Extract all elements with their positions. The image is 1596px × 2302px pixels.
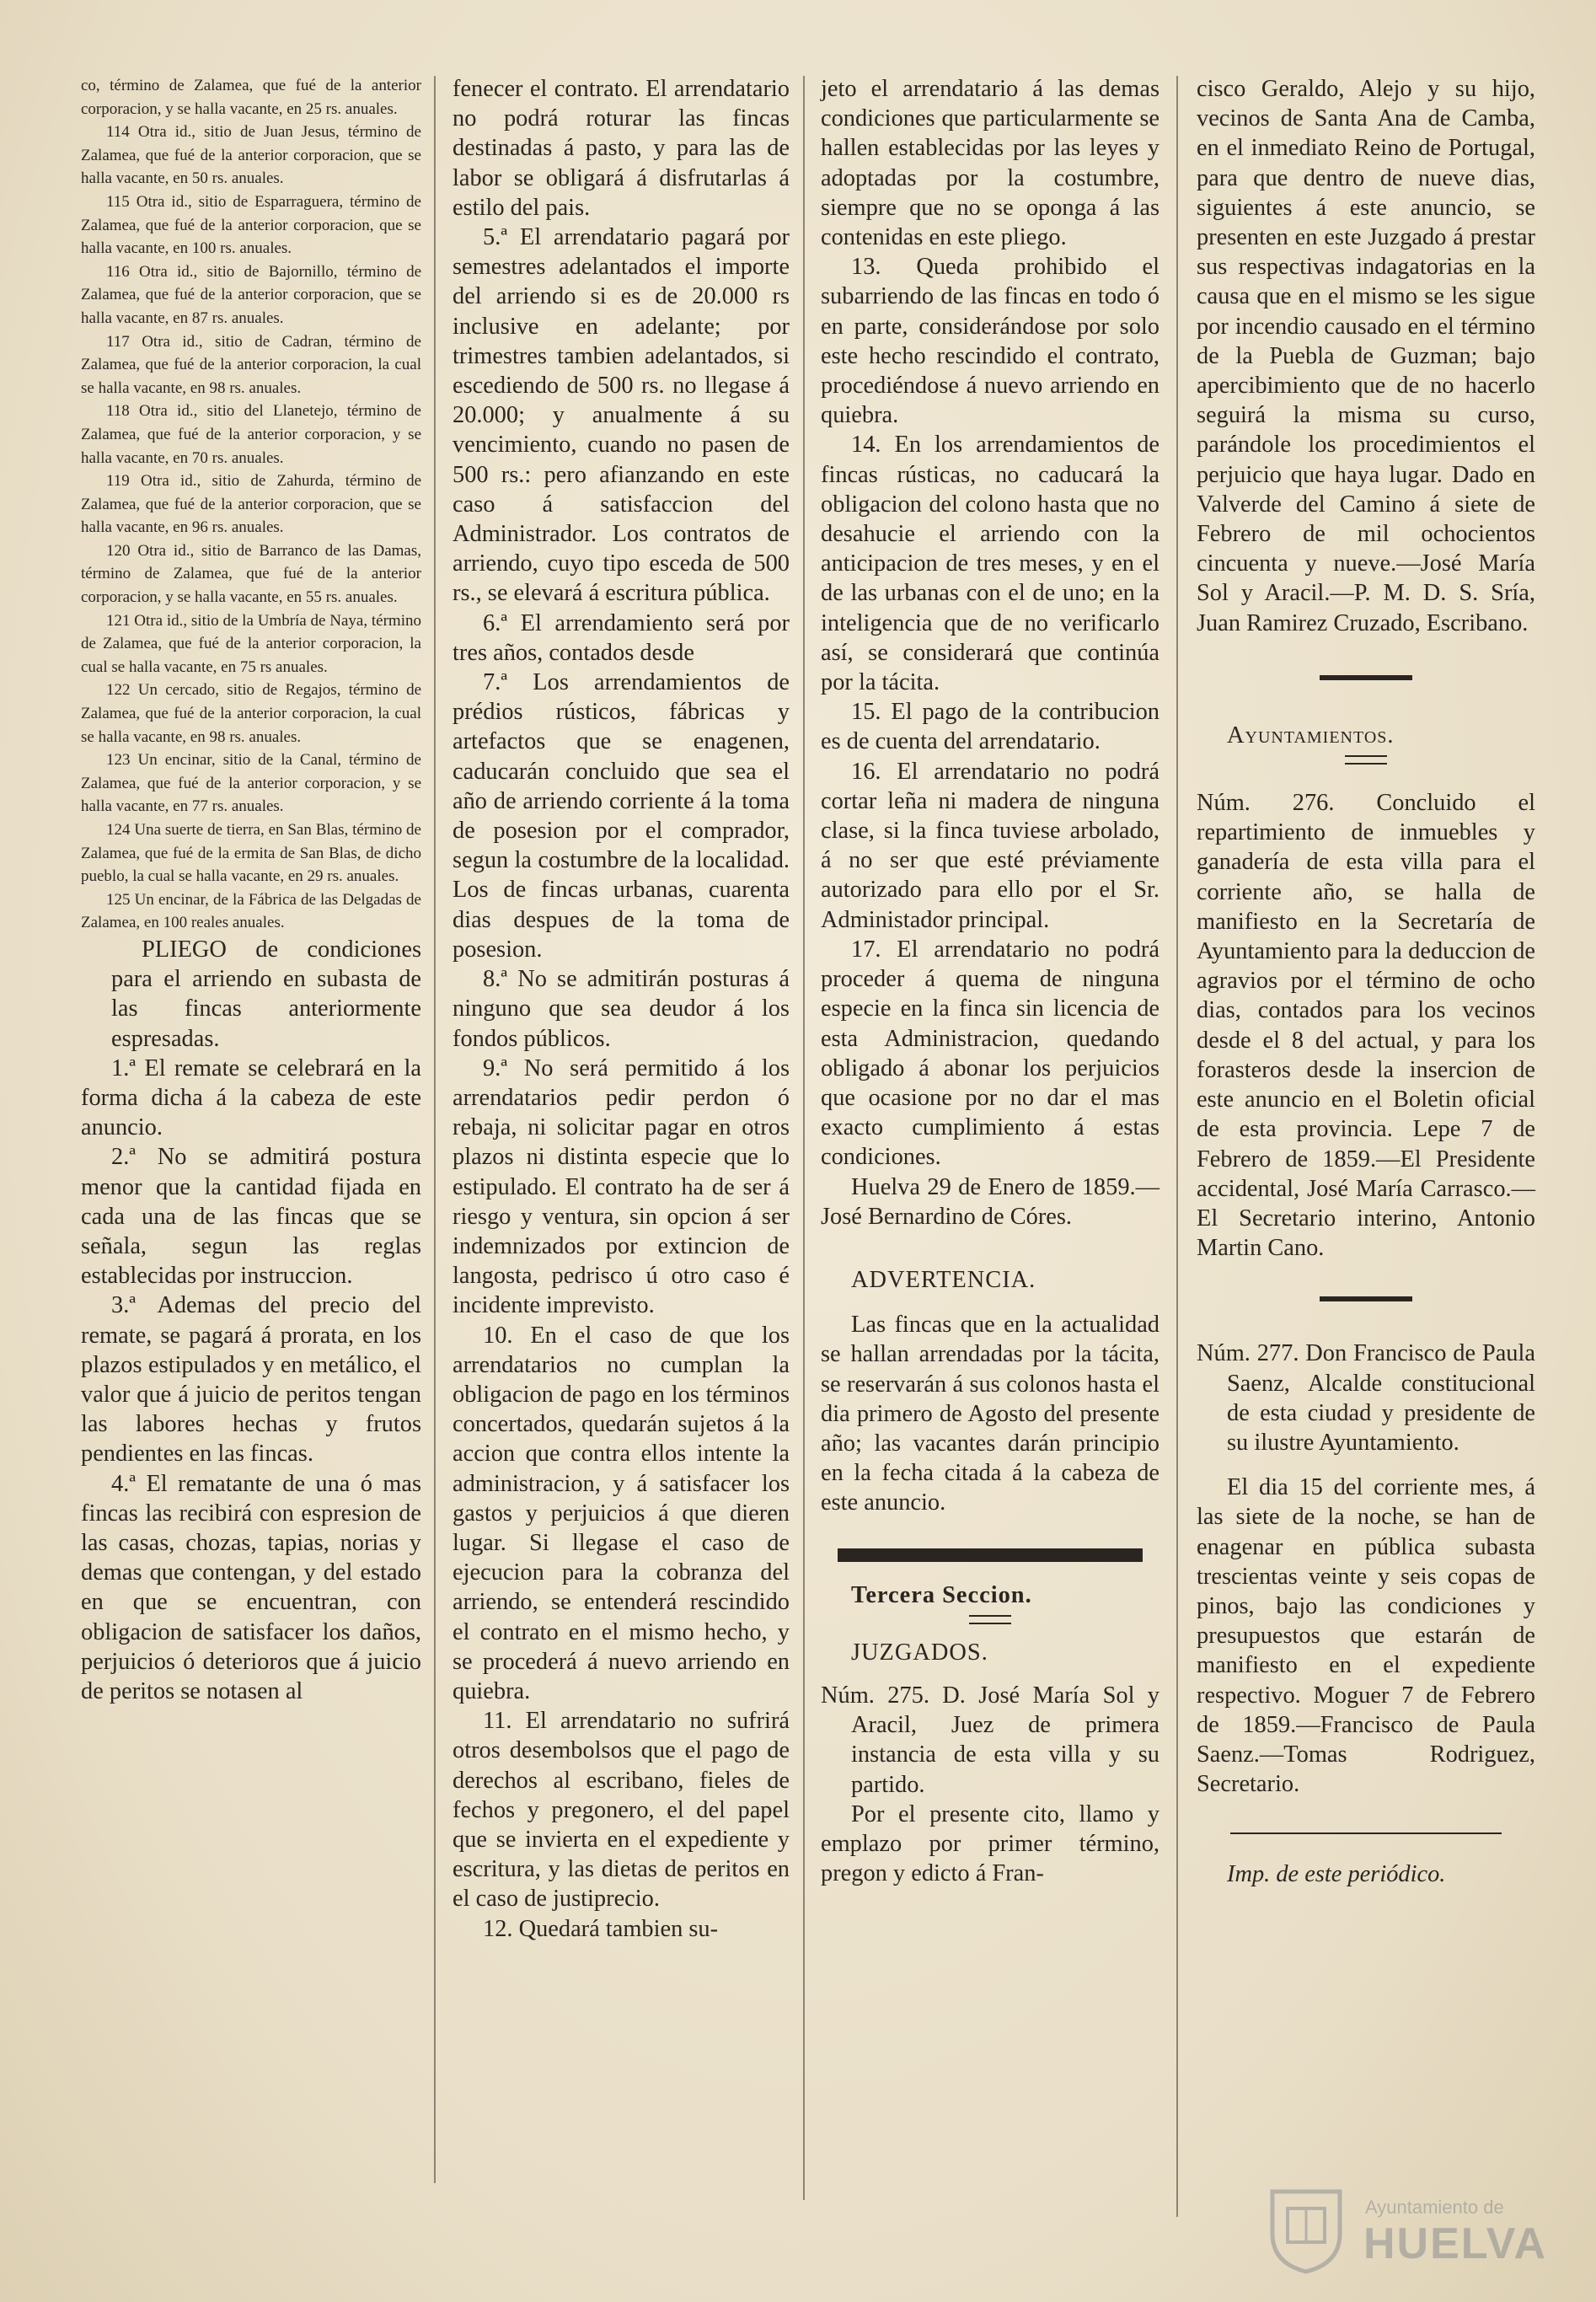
condition-paragraph: 4.ª El rematante de una ó mas fincas las recibirá con espresion de las casas, chozas, tapias, norias y demas que contengan, y del estado en que se encuentran, con obligacion de satisfacer los daños, perjuicios ó deterioros que á juicio de peritos se notasen al — [81, 1470, 421, 1705]
notice-275-heading: Núm. 275. D. José María Sol y Aracil, Juez de primera instancia de esta villa y su partido. — [821, 1682, 1160, 1798]
list-item: 115 Otra id., sitio de Esparraguera, término de Zalamea, que fué de la anterior corporacion, que se halla vacante, en 100 rs. anuales. — [81, 192, 421, 258]
coat-of-arms-icon — [1264, 2183, 1348, 2276]
notice-276: Núm. 276. Concluido el repartimiento de inmuebles y ganadería de esta villa para el corriente año, se halla de manifiesto en la Secretaría de Ayuntamiento para la deduccion de agravios por el término de ocho dias, contados para los vecinos desde el 8 del actual, y para los forasteros desde la insercion de este anuncio en el Boletin oficial de esta provincia. Lepe 7 de Febrero de 1859.—El Presidente accidental, José María Carrasco.—El Secretario interino, Antonio Martin Cano. — [1197, 790, 1535, 1262]
notice-275-continued: cisco Geraldo, Alejo y su hijo, vecinos de Santa Ana de Camba, en el inmediato Reino de Portugal, para que dentro de nueve dias, siguientes á este anuncio, se presenten en este Juzgado á prestar sus respectivas indagatorias en la causa que en el mismo se les sigue por incendio causado en el término de la Puebla de Guzman; bajo apercibimiento que de no hacerlo seguirá la misma su curso, parándole los procedimientos el perjuicio que haya lugar. Dado en Valverde del Camino á siete de Febrero de mil ochocientos cincuenta y nueve.—José María Sol y Aracil.—P. M. D. S. Sría, Juan Ramirez Cruzado, Escribano. — [1197, 76, 1535, 636]
ayuntamientos-heading: Ayuntamientos. — [1227, 722, 1395, 749]
advertencia-heading: ADVERTENCIA. — [851, 1266, 1036, 1293]
list-item: 120 Otra id., sitio de Barranco de las Damas, término de Zalamea, que fué de la anterior corporacion, y se halla vacante, en 55 rs. anuales. — [81, 541, 421, 607]
condition-paragraph: 12. Quedará tambien su- — [483, 1915, 719, 1942]
double-rule — [969, 1615, 1011, 1624]
imprint-line: Imp. de este periódico. — [1227, 1861, 1446, 1888]
condition-paragraph: 5.ª El arrendatario pagará por semestres adelantados el importe del arriendo si es de 20.000 rs inclusive en adelante; por trimestres tambien adelantados, si escediendo de 500 rs. no llegase á 20.000; y anualmente á su vencimiento, cuando no pasen de 500 rs.: pero afianzando en este caso á satisfaccion del Administrador. Los contratos de arriendo, cuyo tipo esceda de 500 rs., se elevará á escritura pública. — [453, 224, 790, 607]
watermark-line-2: HUELVA — [1363, 2219, 1548, 2268]
notice-277-heading: Núm. 277. Don Francisco de Paula Saenz, Alcalde constitucional de esta ciudad y presidente de su ilustre Ayuntamiento. — [1197, 1340, 1535, 1456]
list-item: 125 Un encinar, de la Fábrica de las Delgadas de Zalamea, en 100 reales anuales. — [81, 890, 421, 932]
condition-paragraph: 10. En el caso de que los arrendatarios no cumplan la obligacion de pago en los términos concertados, quedarán sujetos á la accion que contra ellos intente la administracion, y á satisfacer los gastos y perjuicios á que dieren lugar. Si llegase el caso de ejecucion para la cobranza del arriendo, se entenderá rescindido el contrato en el mismo hecho, y se procederá á nuevo arriendo en quiebra. — [453, 1322, 790, 1704]
condition-paragraph: 7.ª Los arrendamientos de prédios rústicos, fábricas y artefactos que se enagenen, caducarán concluido que sea el año de arriendo corriente á la toma de posesion por el comprador, segun la costumbre de la localidad. Los de fincas urbanas, cuarenta dias despues de la toma de posesion. — [453, 669, 790, 963]
list-item: co, término de Zalamea, que fué de la anterior corporacion, y se halla vacante, en 25 rs. anuales. — [81, 77, 421, 118]
double-rule — [1345, 755, 1387, 765]
column-divider — [434, 76, 436, 2183]
list-item: 116 Otra id., sitio de Bajornillo, término de Zalamea, que fué de la anterior corporacion, que se halla vacante, en 87 rs. anuales. — [81, 262, 421, 327]
condition-paragraph: jeto el arrendatario á las demas condiciones que particularmente se hallen establecidas por las leyes y adoptadas por la costumbre, siempre que no se oponga á las contenidas en este pliego. — [821, 76, 1160, 251]
column-divider — [803, 76, 805, 2200]
list-item: 119 Otra id., sitio de Zahurda, término de Zalamea, que fué de la anterior corporacion, que se halla vacante, en 96 rs. anuales. — [81, 472, 421, 537]
condition-paragraph: 2.ª No se admitirá postura menor que la cantidad fijada en cada una de las fincas que se señala, segun las reglas establecidas por instruccion. — [81, 1144, 421, 1290]
archive-watermark — [1264, 2183, 1548, 2276]
advertencia-text: Las fincas que en la actualidad se hallan arrendadas por la tácita, se reservarán á sus colonos hasta el dia primero de Agosto del presente año; las vacantes darán principio en la fecha citada á la cabeza de este anuncio. — [821, 1312, 1160, 1516]
condition-paragraph: 11. El arrendatario no sufrirá otros desembolsos que el pago de derechos al escribano, fieles de fechos y pregonero, el del papel que se invierta en el expediente y escritura, y las dietas de peritos en el caso de justiprecio. — [453, 1708, 790, 1913]
condition-paragraph: 9.ª No será permitido á los arrendatarios pedir perdon ó rebaja, ni solicitar pagar en otros plazos ni distinta especie que lo estipulado. El contrato ha de ser á riesgo y ventura, sin opcion á ser indemnizados por extincion de langosta, pedrisco ú otro caso é incidente imprevisto. — [453, 1054, 790, 1319]
column-2 — [453, 74, 790, 1944]
juzgados-heading: JUZGADOS. — [851, 1639, 988, 1666]
watermark-line-1: Ayuntamiento de — [1365, 2197, 1504, 2218]
signature-line: Huelva 29 de Enero de 1859.—José Bernardino de Córes. — [821, 1173, 1160, 1230]
column-4 — [1197, 74, 1535, 1890]
section-heading: Tercera Seccion. — [851, 1581, 1032, 1608]
condition-paragraph: 1.ª El remate se celebrará en la forma dicha á la cabeza de este anuncio. — [81, 1054, 421, 1141]
list-item: 118 Otra id., sitio del Llanetejo, término de Zalamea, que fué de la anterior corporacion, y se halla vacante, en 70 rs. anuales. — [81, 402, 421, 467]
condition-paragraph: 8.ª No se admitirán posturas á ninguno que sea deudor á los fondos públicos. — [453, 966, 790, 1052]
section-rule — [838, 1548, 1143, 1562]
condition-paragraph: 17. El arrendatario no podrá proceder á quema de ninguna especie en la finca sin licencia de esta Administracion, quedando obligado á abonar los perjuicios que ocasione por no dar el mas exacto cumplimiento á estas condiciones. — [821, 936, 1160, 1171]
notice-275-text: Por el presente cito, llamo y emplazo por primer término, pregon y edicto á Fran- — [821, 1800, 1160, 1887]
list-item: 117 Otra id., sitio de Cadran, término de Zalamea, que fué de la anterior corporacion, la cual se halla vacante, en 98 rs. anuales. — [81, 332, 421, 397]
column-1 — [81, 74, 421, 1706]
property-list — [81, 74, 421, 935]
notice-277-text: El dia 15 del corriente mes, á las siete de la noche, se han de enagenar en pública subasta trescientas veinte y seis copas de pinos, bajo las condiciones y presupuestos que estarán de manifiesto en el expediente respectivo. Moguer 7 de Febrero de 1859.—Francisco de Paula Saenz.—Tomas Rodriguez, Secretario. — [1197, 1474, 1535, 1798]
condition-paragraph: fenecer el contrato. El arrendatario no podrá roturar las fincas destinadas á pasto, y para las de labor se obligará á disfrutarlas á estilo del pais. — [453, 76, 790, 221]
list-item: 124 Una suerte de tierra, en San Blas, término de Zalamea, que fué de la ermita de San Blas, de dicho pueblo, la cual se halla vacante, en 29 rs. anuales. — [81, 821, 421, 886]
condition-paragraph: 14. En los arrendamientos de fincas rústicas, no caducará la obligacion del colono hasta que no desahucie el arriendo con la anticipacion de tres meses, y en el de las urbanas con el de uno; en la inteligencia que de no verificarlo así, se considerará que continúa por la tácita. — [821, 432, 1160, 696]
condition-paragraph: 13. Queda prohibido el subarriendo de las fincas en todo ó en parte, considerándose por solo este hecho rescindido el contrato, procediéndose á nuevo arriendo en quiebra. — [821, 254, 1160, 429]
list-item: 114 Otra id., sitio de Juan Jesus, término de Zalamea, que fué de la anterior corporacion, que se halla vacante, en 50 rs. anuales. — [81, 123, 421, 188]
list-item: 121 Otra id., sitio de la Umbría de Naya, término de Zalamea, que fué de la anterior corporacion, la cual se halla vacante, en 75 rs anuales. — [81, 611, 421, 676]
column-3 — [821, 74, 1160, 1888]
condition-paragraph: 3.ª Ademas del precio del remate, se pagará á prorata, en los plazos estipulados y en metálico, el valor que á juicio de peritos tengan las labores hechas y frutos pendientes en las fincas. — [81, 1292, 421, 1468]
column-divider — [1176, 76, 1178, 2217]
condition-paragraph: 15. El pago de la contribucion es de cuenta del arrendatario. — [821, 699, 1160, 755]
condition-paragraph: 16. El arrendatario no podrá cortar leña ni madera de ninguna clase, si la finca tuviese arbolado, á no ser que esté préviamente autorizado para ello por el Sr. Administador principal. — [821, 758, 1160, 933]
condition-paragraph: 6.ª El arrendamiento será por tres años, contados desde — [453, 609, 790, 666]
list-item: 123 Un encinar, sitio de la Canal, término de Zalamea, que fué de la anterior corporacion, y se halla vacante, en 77 rs. anuales. — [81, 751, 421, 816]
pliego-title: PLIEGO de condiciones para el arriendo en subasta de las fincas anteriormente espresadas. — [111, 936, 421, 1052]
list-item: 122 Un cercado, sitio de Regajos, término de Zalamea, que fué de la anterior corporacion, la cual se halla vacante, en 98 rs. anuales. — [81, 681, 421, 746]
